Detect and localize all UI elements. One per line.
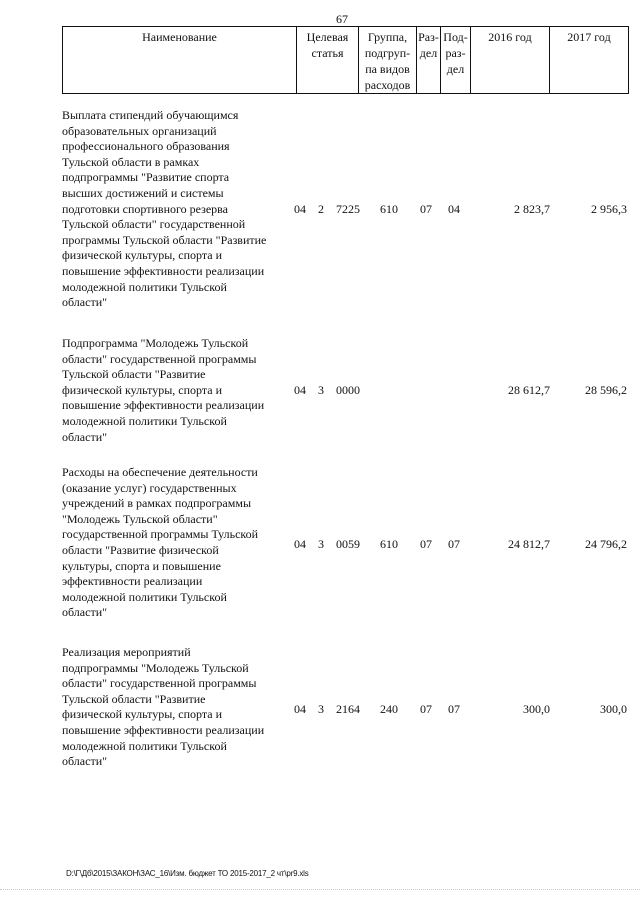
amount-2016: 300,0 xyxy=(523,702,550,716)
section-code: 07 xyxy=(420,537,432,551)
target-code-program: 04 xyxy=(294,202,306,216)
target-code-direction: 2164 xyxy=(336,702,360,716)
subsection-code: 04 xyxy=(448,202,460,216)
target-code-program: 04 xyxy=(294,537,306,551)
target-code-program: 04 xyxy=(294,702,306,716)
target-code-program: 04 xyxy=(294,383,306,397)
amount-2017: 300,0 xyxy=(600,702,627,716)
section-code: 07 xyxy=(420,702,432,716)
scan-artifact-line xyxy=(0,889,640,890)
subsection-code: 07 xyxy=(448,537,460,551)
target-code-subprogram: 3 xyxy=(318,537,324,551)
target-code-direction: 0000 xyxy=(336,383,360,397)
target-code-subprogram: 3 xyxy=(318,383,324,397)
amount-2017: 2 956,3 xyxy=(591,202,627,216)
header-subsection: Под- раз- дел xyxy=(441,27,471,93)
subsection-code: 07 xyxy=(448,702,460,716)
target-code-direction: 7225 xyxy=(336,202,360,216)
expense-group-code: 610 xyxy=(380,202,398,216)
row-description: Реализация мероприятий подпрограммы "Молодежь Тульской области" государственной программы Тульской области "Развитие физической культуры, спорта и повышение эффективности реализации молодежной политики Тульской области" xyxy=(62,645,265,769)
header-year-2017: 2017 год xyxy=(567,30,611,44)
target-code-subprogram: 3 xyxy=(318,702,324,716)
target-code-subprogram: 2 xyxy=(318,202,324,216)
section-code: 07 xyxy=(420,202,432,216)
amount-2017: 24 796,2 xyxy=(585,537,627,551)
expense-group-code: 610 xyxy=(380,537,398,551)
amount-2017: 28 596,2 xyxy=(585,383,627,397)
header-section: Раз- дел xyxy=(417,27,441,93)
row-description: Выплата стипендий обучающимся образовательных организаций профессионального образования Тульской области в рамках подпрограммы "Развитие спорта высших достижений и системы подготовки спортивного резерва Тульской области" государственной программы Тульской области "Развитие физической культуры, спорта и повышение эффективности реализации молодежной политики Тульской области" xyxy=(62,108,267,310)
file-path-footer: D:\Г\Дб\2015\ЗАКОН\ЗАС_16\Изм. бюджет ТО 2015-2017_2 чт\pr9.xls xyxy=(66,869,309,878)
table-header xyxy=(62,26,629,94)
amount-2016: 24 812,7 xyxy=(508,537,550,551)
expense-group-code: 240 xyxy=(380,702,398,716)
row-description: Подпрограмма "Молодежь Тульской области" государственной программы Тульской области "Развитие физической культуры, спорта и повышение эффективности реализации молодежной политики Тульской области" xyxy=(62,336,265,444)
header-target-article: Целевая статья xyxy=(297,27,359,93)
header-name: Наименование xyxy=(63,27,297,93)
amount-2016: 2 823,7 xyxy=(514,202,550,216)
target-code-direction: 0059 xyxy=(336,537,360,551)
header-year-2016: 2016 год xyxy=(471,27,550,93)
header-expense-group: Группа, подгруп- па видов расходов xyxy=(359,27,417,93)
row-description: Расходы на обеспечение деятельности (оказание услуг) государственных учреждений в рамках подпрограммы "Молодежь Тульской области" государственной программы Тульской области "Развитие физической культуры, спорта и повышение эффективности реализации молодежной политики Тульской области" xyxy=(62,465,259,620)
page-number: 67 xyxy=(336,12,348,26)
amount-2016: 28 612,7 xyxy=(508,383,550,397)
